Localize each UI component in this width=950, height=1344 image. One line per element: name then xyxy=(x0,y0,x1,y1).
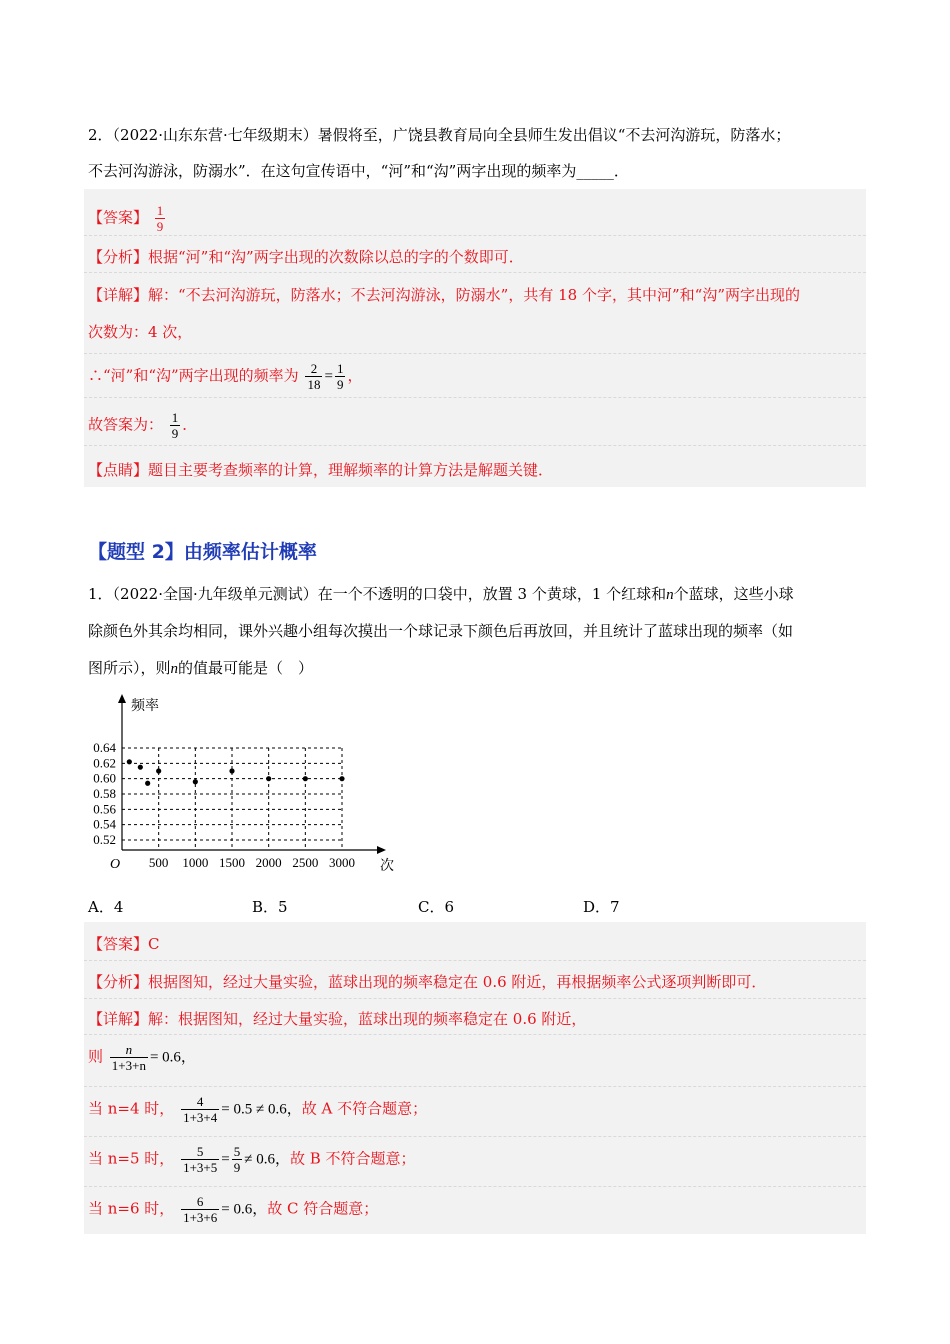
q1-analysis-text: 根据“河”和“沟”两字出现的次数除以总的字的个数即可． xyxy=(148,248,524,266)
q2-analysis-label: 【分析】 xyxy=(88,973,149,991)
x-axis-arrow xyxy=(377,846,386,854)
y-tick-label: 0.60 xyxy=(93,770,116,786)
y-axis-arrow xyxy=(118,694,126,703)
q2-analysis-text: 根据图知，经过大量实验，蓝球出现的频率稳定在 0.6 附近，再根据频率公式逐项判断即可． xyxy=(148,973,767,991)
data-point xyxy=(193,779,198,784)
x-tick-label: 1000 xyxy=(182,855,209,870)
q2-answer-label: 【答案】 xyxy=(88,935,149,953)
q1-answer-box xyxy=(84,189,866,487)
q2-var-n-2: n xyxy=(170,661,179,677)
frequency-scatter-chart xyxy=(84,690,404,880)
option-b[interactable]: B．5 xyxy=(252,898,288,916)
q1-detail-text1: 解：“不去河沟游玩，防落水；不去河沟游泳，防溺水”，共有 18 个字，其中河”和“沟”两字出现的 xyxy=(148,286,800,304)
y-tick-label: 0.58 xyxy=(93,786,116,801)
q1-detail-text4: 故答案为： xyxy=(88,415,164,434)
x-tick-label: 1500 xyxy=(219,855,245,870)
q2-case6-prefix: 当 n=6 时， xyxy=(88,1199,175,1218)
x-tick-label: 3000 xyxy=(329,855,355,870)
data-point xyxy=(138,765,143,770)
q1-analysis-label: 【分析】 xyxy=(88,248,149,266)
q2-stem-line3b: 的值最可能是（ ） xyxy=(178,659,314,677)
x-axis-label: 次 xyxy=(380,859,394,874)
data-point xyxy=(339,776,344,781)
q2-var-n: n xyxy=(666,587,674,603)
q1-stem-line2: 不去河沟游泳，防溺水”．在这句宣传语中，“河”和“沟”两字出现的频率为_____． xyxy=(88,162,629,180)
q1-detail-label: 【详解】 xyxy=(88,286,149,304)
q1-fraction-2-18: $\frac{2}{18}$ xyxy=(307,361,321,392)
x-tick-label: 2000 xyxy=(255,855,282,870)
data-point xyxy=(156,768,161,773)
q2-case4-prefix: 当 n=4 时， xyxy=(88,1099,175,1118)
option-d[interactable]: D．7 xyxy=(583,898,620,916)
x-tick-label: 2500 xyxy=(292,855,319,870)
q2-stem-line1b: 个蓝球，这些小球 xyxy=(673,585,794,603)
q2-case6-end: 故 C 符合题意； xyxy=(267,1199,379,1218)
q2-case5-fraction: $\frac{5}{1+3+5}$ xyxy=(183,1144,218,1175)
origin-label: O xyxy=(110,857,121,872)
data-point xyxy=(266,776,271,781)
data-point xyxy=(229,768,234,773)
q2-stem-line3a: 图所示），则 xyxy=(88,659,171,677)
q1-detail-text2: 次数为：4 次， xyxy=(88,323,193,341)
q2-case6-tail: = 0.6， xyxy=(221,1201,268,1218)
q2-case4-fraction: $\frac{4}{1+3+4}$ xyxy=(183,1094,218,1125)
q1-stem-line1: 2．（2022·山东东营·七年级期末）暑假将至，广饶县教育局向全县师生发出倡议“不去河沟游玩，防落水； xyxy=(88,126,791,144)
q2-case5-tail: ≠ 0.6， xyxy=(244,1151,290,1168)
q2-case6-fraction: $\frac{6}{1+3+6}$ xyxy=(183,1194,218,1225)
y-tick-label: 0.64 xyxy=(93,740,116,755)
q2-general-fraction: $\frac{n}{1+3+n}$ xyxy=(111,1042,146,1073)
q1-fraction-1-9: $\frac{1}{9}$ xyxy=(336,361,344,392)
data-point xyxy=(127,759,132,764)
q2-detail-text: 解：根据图知，经过大量实验，蓝球出现的频率稳定在 0.6 附近， xyxy=(148,1010,587,1028)
section-title: 【题型 2】由频率估计概率 xyxy=(88,541,317,563)
x-tick-label: 500 xyxy=(148,855,169,870)
q2-case5-prefix: 当 n=5 时， xyxy=(88,1149,175,1168)
y-tick-label: 0.56 xyxy=(93,801,116,817)
q2-case5-fraction-2: $\frac{5}{9}$ xyxy=(233,1144,241,1175)
q1-answer-fraction: $\frac{1}{9}$ xyxy=(156,203,164,234)
q2-general-tail: = 0.6， xyxy=(149,1049,196,1066)
option-c[interactable]: C．6 xyxy=(418,898,455,916)
y-tick-label: 0.52 xyxy=(93,832,116,847)
data-point xyxy=(145,781,150,786)
q2-stem-line2: 除颜色外其余均相同，课外兴趣小组每次摸出一个球记录下颜色后再放回，并且统计了蓝球出现的频率（如 xyxy=(88,622,794,640)
q1-comma: ， xyxy=(347,366,363,385)
q1-equals: = xyxy=(324,368,333,385)
q1-answer-label: 【答案】 xyxy=(88,208,149,227)
q2-stem-line1a: 1．（2022·全国·九年级单元测试）在一个不透明的口袋中，放置 3 个黄球，1 个红球和 xyxy=(88,585,667,603)
q1-period: ． xyxy=(182,415,198,434)
q1-tip-label: 【点睛】 xyxy=(88,461,149,479)
q2-answer-box xyxy=(84,922,866,1234)
q2-case5-end: 故 B 不符合题意； xyxy=(289,1149,416,1168)
q2-then: 则 xyxy=(88,1047,104,1066)
y-axis-label: 频率 xyxy=(131,699,159,714)
option-a[interactable]: A．4 xyxy=(88,898,124,916)
data-point xyxy=(303,776,308,781)
q2-detail-label: 【详解】 xyxy=(88,1010,149,1028)
q1-tip-text: 题目主要考查频率的计算，理解频率的计算方法是解题关键． xyxy=(148,461,554,479)
q2-case5-eq: = xyxy=(221,1151,230,1168)
q2-case4-tail: = 0.5 ≠ 0.6， xyxy=(221,1101,302,1118)
y-tick-label: 0.54 xyxy=(93,816,116,832)
y-tick-label: 0.62 xyxy=(93,755,116,771)
q1-detail-text3: ∴“河”和“沟”两字出现的频率为 xyxy=(88,366,299,385)
q2-case4-end: 故 A 不符合题意； xyxy=(301,1099,428,1118)
q1-final-fraction: $\frac{1}{9}$ xyxy=(171,410,179,441)
q2-answer-text: C xyxy=(148,935,160,953)
